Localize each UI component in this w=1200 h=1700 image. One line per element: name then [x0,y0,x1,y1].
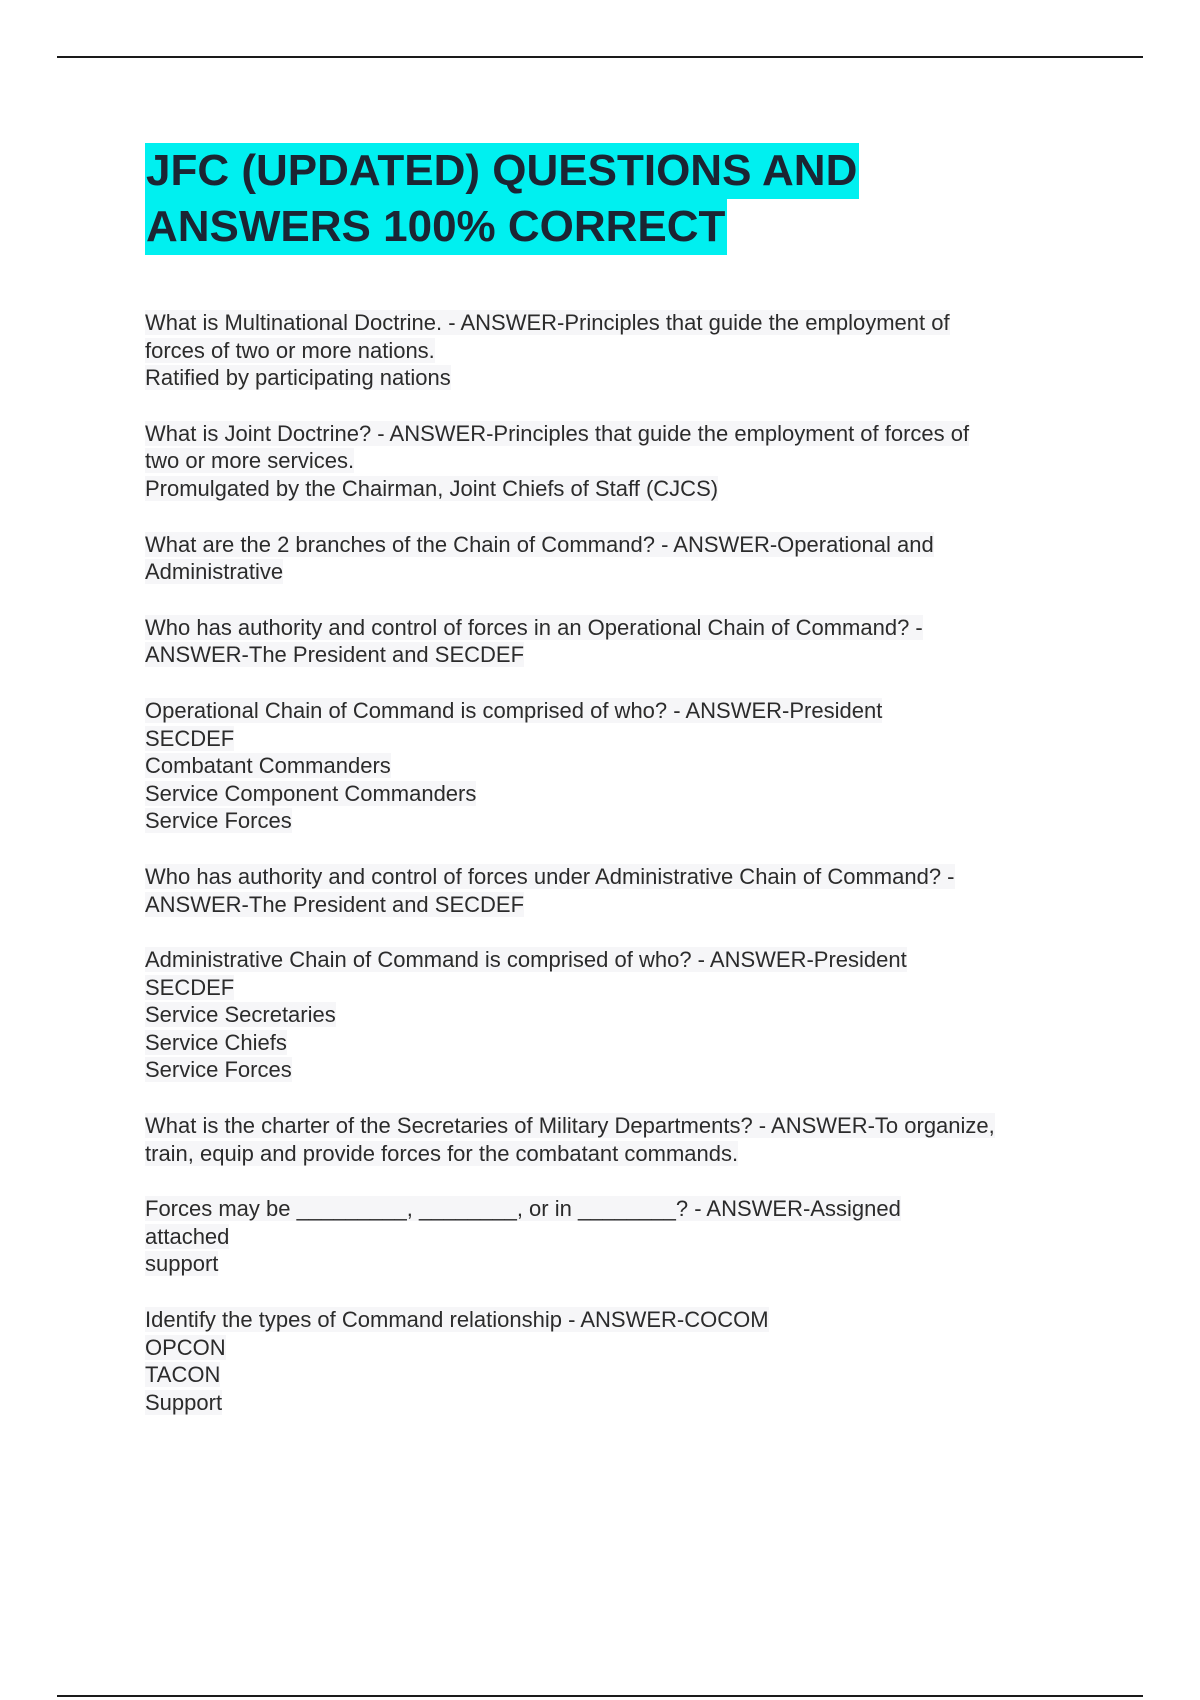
qa-answer-line [145,337,1105,365]
qa-item [145,697,1105,835]
qa-list [145,309,1105,1416]
document-title [145,143,1105,255]
qa-answer-line [145,780,1105,808]
qa-answer-line [145,1389,1105,1417]
qa-item [145,1195,1105,1278]
qa-text: attached [145,1223,230,1249]
qa-answer-line [145,1361,1105,1389]
title-line: ANSWERS 100% CORRECT [145,199,727,255]
qa-answer-line [145,475,1105,503]
qa-question-line [145,863,1105,891]
qa-text: TACON [145,1362,221,1388]
qa-text: Service Chiefs [145,1029,287,1055]
qa-text: Support [145,1389,223,1415]
qa-item [145,863,1105,918]
qa-text: SECDEF [145,974,235,1000]
qa-item [145,1112,1105,1167]
qa-text: train, equip and provide forces for the combatant commands. [145,1140,739,1166]
qa-text: What is Joint Doctrine? - ANSWER-Principles that guide the employment of forces of [145,420,970,446]
qa-answer-line [145,558,1105,586]
qa-text: forces of two or more nations. [145,337,435,363]
qa-answer-line [145,891,1105,919]
qa-text: Service Forces [145,808,292,834]
footer-rule [57,1695,1143,1697]
qa-answer-line [145,1029,1105,1057]
qa-item [145,1306,1105,1416]
qa-text: Combatant Commanders [145,753,391,779]
qa-answer-line [145,974,1105,1002]
qa-text: ANSWER-The President and SECDEF [145,642,525,668]
qa-text: two or more services. [145,448,355,474]
qa-question-line [145,614,1105,642]
qa-answer-line [145,364,1105,392]
qa-answer-line [145,447,1105,475]
qa-item [145,309,1105,392]
qa-text: Operational Chain of Command is comprised of who? - ANSWER-President [145,697,883,723]
qa-question-line [145,1112,1105,1140]
header-rule [57,56,1143,58]
qa-answer-line [145,1334,1105,1362]
qa-question-line [145,1195,1105,1223]
qa-text: Service Component Commanders [145,780,477,806]
qa-text: What is Multinational Doctrine. - ANSWER-Principles that guide the employment of [145,310,950,335]
document-body [145,143,1105,1444]
qa-answer-line [145,1223,1105,1251]
qa-text: OPCON [145,1334,226,1360]
qa-question-line [145,420,1105,448]
qa-text: What is the charter of the Secretaries of Military Departments? - ANSWER-To organize, [145,1113,995,1139]
qa-text: Who has authority and control of forces under Administrative Chain of Command? - [145,863,955,889]
qa-answer-line [145,1001,1105,1029]
qa-text: ANSWER-The President and SECDEF [145,891,525,917]
qa-answer-line [145,725,1105,753]
qa-answer-line [145,752,1105,780]
qa-text: Service Secretaries [145,1002,336,1028]
qa-text: Promulgated by the Chairman, Joint Chiefs of Staff (CJCS) [145,475,719,501]
qa-item [145,614,1105,669]
qa-answer-line [145,1250,1105,1278]
qa-text: What are the 2 branches of the Chain of Command? - ANSWER-Operational and [145,531,934,557]
qa-text: Who has authority and control of forces in an Operational Chain of Command? - [145,614,923,640]
qa-text: Service Forces [145,1057,292,1083]
qa-text: Forces may be _________, ________, or in ________? - ANSWER-Assigned [145,1196,901,1222]
qa-answer-line [145,1140,1105,1168]
qa-item [145,531,1105,586]
qa-answer-line [145,807,1105,835]
qa-text: Administrative [145,559,284,585]
qa-question-line [145,697,1105,725]
qa-text: Administrative Chain of Command is comprised of who? - ANSWER-President [145,947,907,973]
qa-item [145,946,1105,1084]
qa-text: SECDEF [145,725,235,751]
qa-text: Ratified by participating nations [145,365,451,391]
qa-answer-line [145,641,1105,669]
qa-text: Identify the types of Command relationship - ANSWER-COCOM [145,1307,769,1333]
qa-question-line [145,946,1105,974]
qa-text: support [145,1251,219,1277]
qa-item [145,420,1105,503]
qa-question-line [145,309,1105,337]
qa-question-line [145,1306,1105,1334]
qa-answer-line [145,1056,1105,1084]
title-line: JFC (UPDATED) QUESTIONS AND [145,143,859,199]
qa-question-line [145,531,1105,559]
